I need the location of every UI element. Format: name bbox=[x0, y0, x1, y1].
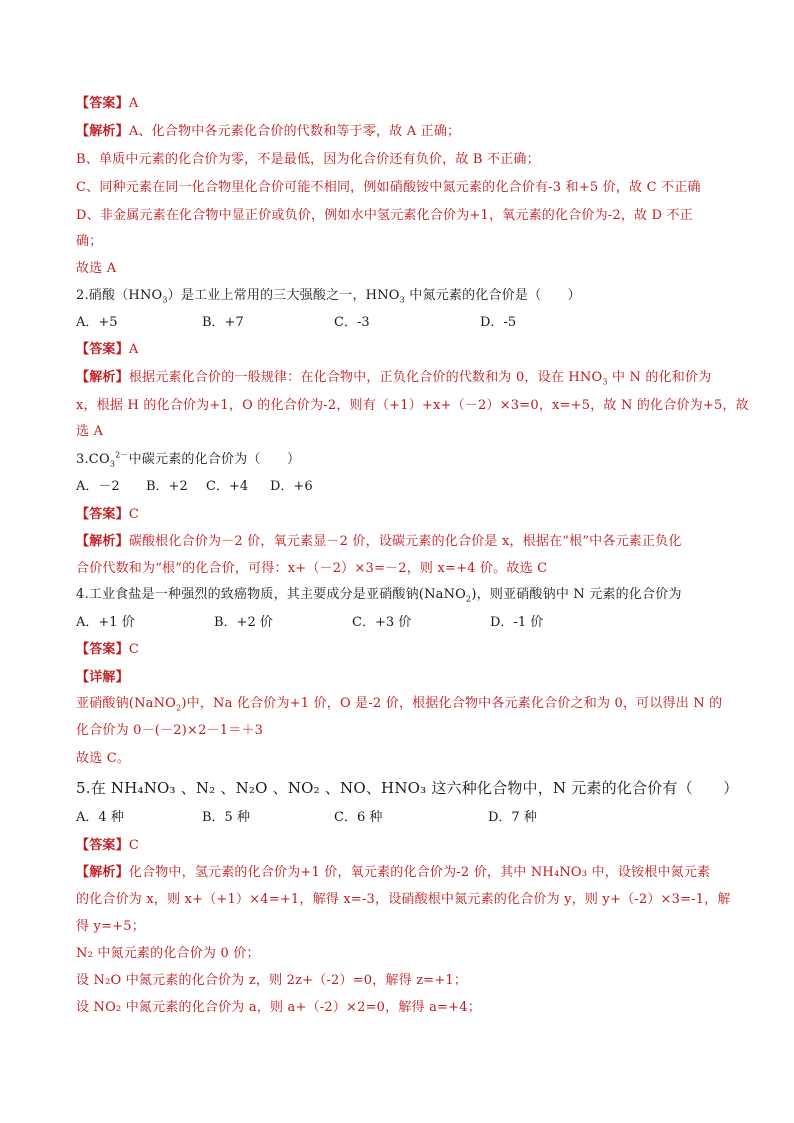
answer-label: 【答案】 bbox=[76, 838, 129, 853]
analysis-label: 【解析】 bbox=[76, 534, 129, 549]
q4-option-b: B．+2 价 bbox=[214, 615, 273, 630]
q5-line-no2: 设 NO₂ 中氮元素的化合价为 a，则 a+（-2）×2=0，解得 a=+4； bbox=[76, 1000, 481, 1015]
q2-analysis-1 bbox=[76, 368, 711, 388]
q3-stem-a: 3.CO bbox=[76, 452, 110, 467]
answer-line-5 bbox=[76, 836, 139, 856]
q5-analysis-1 bbox=[76, 863, 710, 883]
q4-option-a: A．+1 价 bbox=[76, 615, 135, 630]
analysis-label: 【解析】 bbox=[76, 124, 129, 139]
q4-detail-2: 化合价为 0－(－2)×2－1＝＋3 bbox=[76, 723, 264, 738]
question-2-stem bbox=[76, 286, 581, 306]
answer-value: C bbox=[128, 642, 139, 657]
q3-stem-sub: 3 bbox=[109, 459, 116, 469]
q2-analysis-2: x，根据 H 的化合价为+1，O 的化合价为-2，则有（+1）+x+（－2）×3=0，x=+5，故 N 的化合价为+5，故 bbox=[76, 398, 749, 413]
answer-line-3 bbox=[76, 505, 139, 525]
q3-analysis-2: 合价代数和为“根”的化合价，可得：x+（－2）×3=－2，则 x=+4 价。故选 C bbox=[76, 561, 548, 576]
answer-value: C bbox=[128, 838, 139, 853]
answer-label: 【答案】 bbox=[76, 642, 129, 657]
q4-option-c: C．+3 价 bbox=[352, 615, 412, 630]
q2-option-c: C．-3 bbox=[334, 315, 370, 330]
q2-stem-b: ）是工业上常用的三大强酸之一，HNO bbox=[167, 288, 400, 303]
analysis-line-d: D、非金属元素在化合物中显正价或负价，例如水中氢元素化合价为+1，氧元素的化合价为-2，故 D 不正 bbox=[76, 208, 693, 223]
q5-line-n2: N₂ 中氮元素的化合价为 0 价； bbox=[76, 946, 260, 961]
q3-option-c: C．+4 bbox=[206, 479, 249, 494]
analysis-line-1 bbox=[76, 122, 460, 142]
q3-option-a: A．－2 bbox=[76, 479, 120, 494]
q2-option-a: A．+5 bbox=[76, 315, 118, 330]
question-5-stem: 5.在 NH₄NO₃ 、N₂ 、N₂O 、NO₂ 、NO、HNO₃ 这六种化合物中，N 元素的化合价有（ ） bbox=[76, 779, 739, 797]
analysis-line-d2: 确； bbox=[76, 234, 103, 249]
question-4-stem bbox=[76, 585, 682, 605]
answer-label: 【答案】 bbox=[76, 96, 129, 111]
q5-option-b: B．5 种 bbox=[202, 810, 250, 825]
detail-label-line bbox=[76, 668, 129, 688]
q4-detail-1sub: 2 bbox=[176, 703, 182, 713]
question-3-stem bbox=[76, 450, 300, 470]
q4-detail-1a: 亚硝酸钠(NaNO bbox=[76, 696, 177, 711]
analysis-label: 【解析】 bbox=[76, 865, 129, 880]
q3-stem-sup: 2－ bbox=[115, 450, 129, 460]
q3-option-d: D．+6 bbox=[270, 479, 313, 494]
q5-analysis-2: 的化合价为 x，则 x+（+1）×4=+1，解得 x=-3，设硝酸根中氮元素的化合价为 y，则 y+（-2）×3=-1，解 bbox=[76, 892, 731, 907]
answer-line-2 bbox=[76, 340, 138, 360]
answer-label: 【答案】 bbox=[76, 342, 129, 357]
q4-stem-a: 4.工业食盐是一种强烈的致癌物质，其主要成分是亚硝酸钠(NaNO bbox=[76, 587, 467, 602]
q3-stem-b: 中碳元素的化合价为（ ） bbox=[128, 452, 301, 467]
q5-option-a: A．4 种 bbox=[76, 810, 124, 825]
q5-option-c: C．6 种 bbox=[334, 810, 383, 825]
q3-analysis-1-text: 碳酸根化合价为－2 价，氧元素显－2 价，设碳元素的化合价是 x，根据在“根”中各元素正负化 bbox=[128, 534, 682, 549]
q5-line-n2o: 设 N₂O 中氮元素的化合价为 z，则 2z+（-2）=0，解得 z=+1； bbox=[76, 973, 468, 988]
q4-detail-1 bbox=[76, 694, 722, 714]
answer-value: C bbox=[128, 507, 139, 522]
q3-analysis-1 bbox=[76, 532, 682, 552]
answer-value: A bbox=[128, 342, 139, 357]
q4-option-d: D．-1 价 bbox=[490, 615, 544, 630]
q2-analysis-1b: 中 N 的化和价为 bbox=[607, 370, 712, 385]
analysis-line-c: C、同种元素在同一化合物里化合价可能不相同，例如硝酸铵中氮元素的化合价有-3 和+5 价，故 C 不正确 bbox=[76, 180, 701, 195]
q4-conclusion: 故选 C。 bbox=[76, 751, 131, 766]
q2-option-b: B．+7 bbox=[202, 315, 244, 330]
answer-line-4 bbox=[76, 640, 139, 660]
q2-stem-c: 中氮元素的化合价是（ ） bbox=[404, 288, 581, 303]
q5-analysis-1-text: 化合物中，氢元素的化合价为+1 价，氧元素的化合价为-2 价，其中 NH₄NO₃ 中，设铵根中氮元素 bbox=[128, 865, 711, 880]
q2-stem-sub2: 3 bbox=[399, 295, 405, 305]
q3-option-b: B．+2 bbox=[146, 479, 188, 494]
q2-stem-a: 2.硝酸（HNO bbox=[76, 288, 163, 303]
q2-option-d: D．-5 bbox=[480, 315, 517, 330]
answer-value: A bbox=[128, 96, 139, 111]
analysis-line-b: B、单质中元素的化合价为零，不是最低，因为化合价还有负价，故 B 不正确； bbox=[76, 152, 540, 167]
analysis-label: 【解析】 bbox=[76, 370, 129, 385]
detail-label: 【详解】 bbox=[76, 670, 129, 685]
analysis-text: A、化合物中各元素化合价的代数和等于零，故 A 正确； bbox=[128, 124, 461, 139]
q4-stem-sub: 2 bbox=[466, 594, 472, 604]
q2-analysis-1a: 根据元素化合价的一般规律：在化合物中，正负化合价的代数和为 0，设在 HNO bbox=[128, 370, 603, 385]
q4-detail-1b: )中，Na 化合价为+1 价，O 是-2 价，根据化合物中各元素化合价之和为 0，可以得出 N 的 bbox=[181, 696, 723, 711]
q5-option-d: D．7 种 bbox=[488, 810, 537, 825]
q4-stem-b: )，则亚硝酸钠中 N 元素的化合价为 bbox=[471, 587, 682, 602]
answer-label: 【答案】 bbox=[76, 507, 129, 522]
answer-line-1 bbox=[76, 94, 138, 114]
q5-analysis-3: 得 y=+5； bbox=[76, 919, 145, 934]
q2-analysis-3: 选 A bbox=[76, 424, 104, 439]
q2-stem-sub: 3 bbox=[162, 295, 168, 305]
conclusion-1: 故选 A bbox=[76, 261, 117, 276]
q2-analysis-1sub: 3 bbox=[602, 377, 608, 387]
